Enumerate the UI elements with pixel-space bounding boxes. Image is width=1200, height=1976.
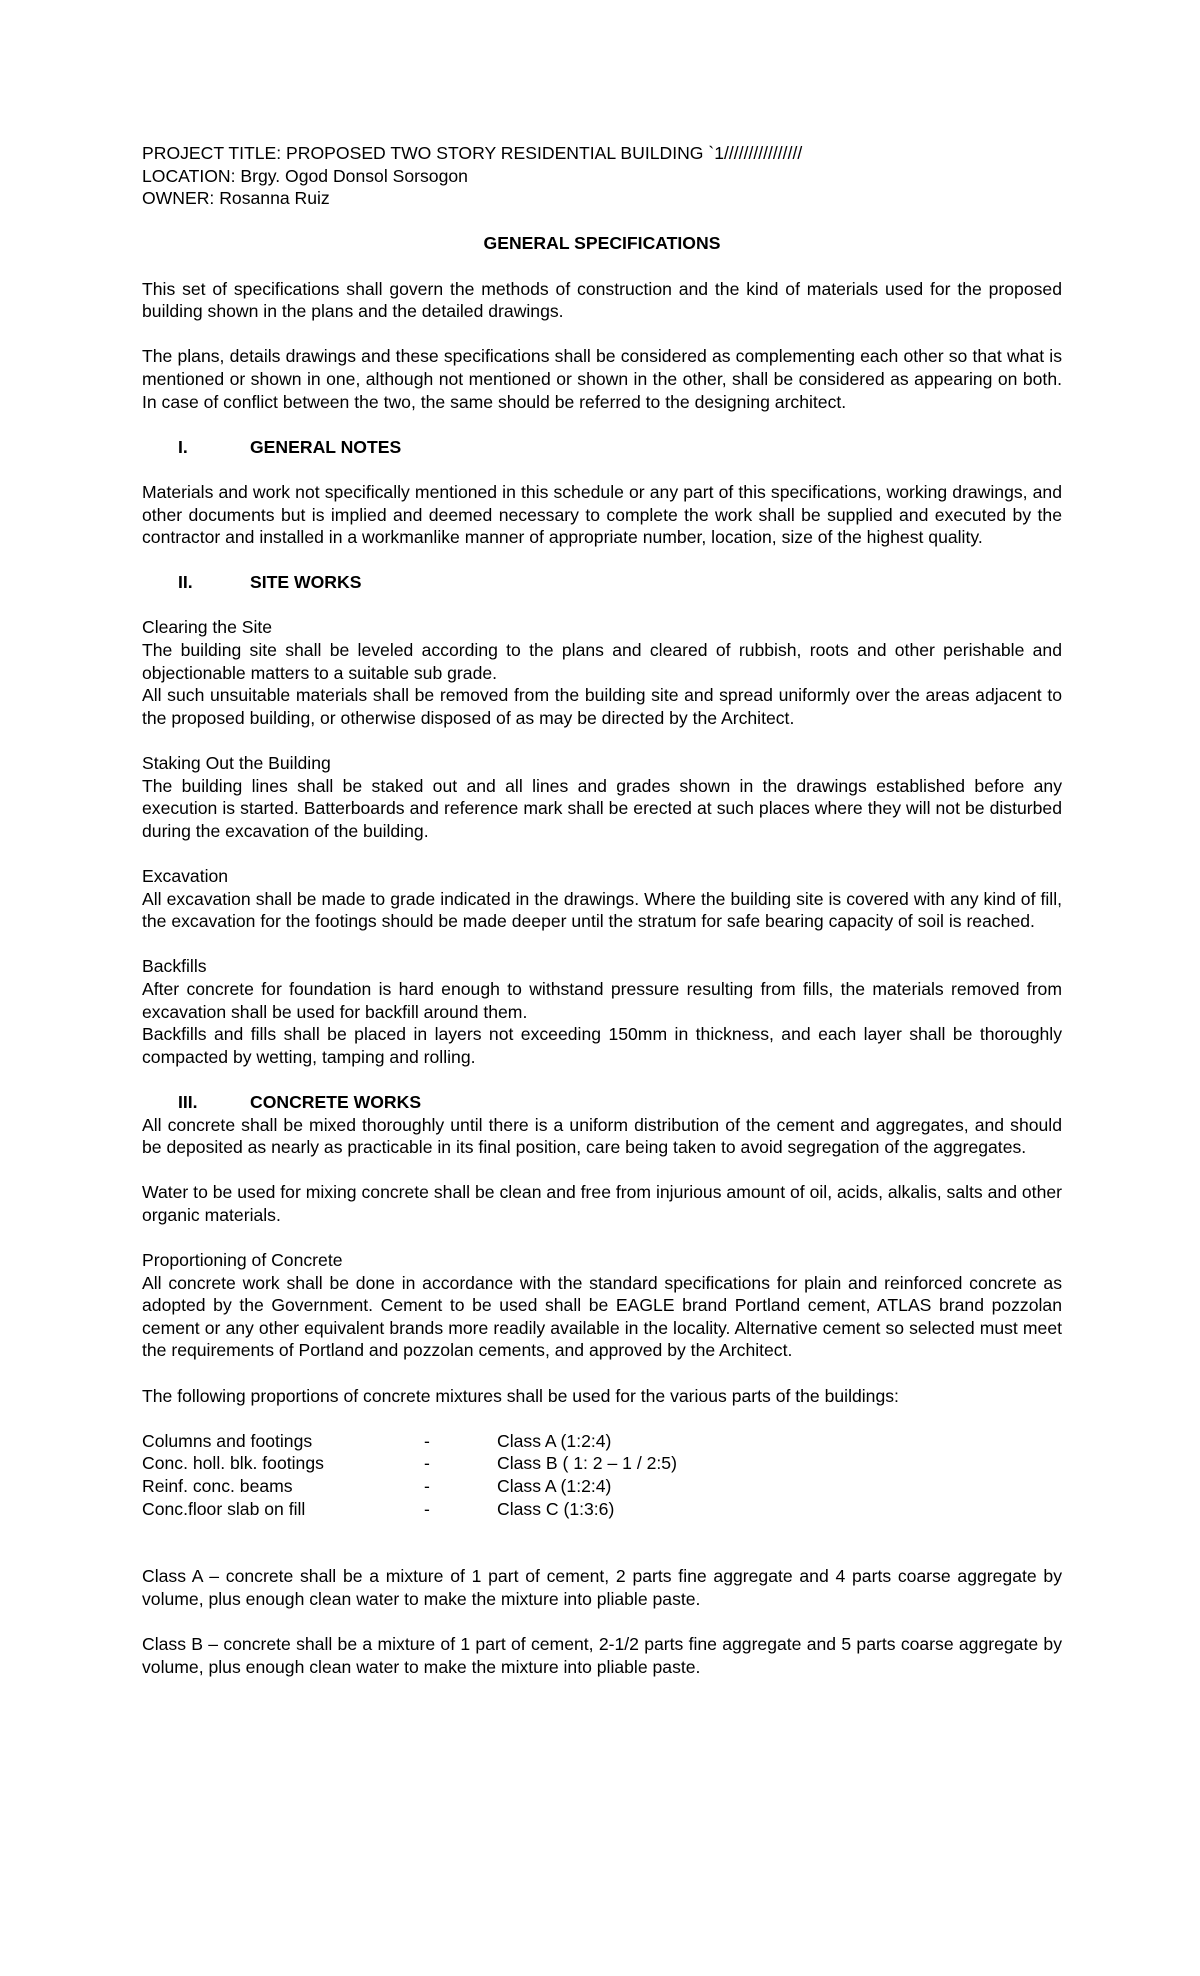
mixture-part: Reinf. conc. beams	[142, 1476, 293, 1497]
project-title: PROJECT TITLE: PROPOSED TWO STORY RESIDENTIAL BUILDING `1////////////////	[142, 143, 803, 163]
class-a-paragraph: Class A – concrete shall be a mixture of 1 part of cement, 2 parts fine aggregate and 4 parts coarse aggregate by volume, plus enough clean water to make the mixture into pliable paste.	[142, 1566, 1062, 1609]
document-page	[142, 142, 1062, 1678]
backfills-paragraph-1: After concrete for foundation is hard enough to withstand pressure resulting from fills, the materials removed from excavation shall be used for backfill around them.	[142, 978, 1062, 1022]
concrete-paragraph-2: Water to be used for mixing concrete shall be clean and free from injurious amount of oil, acids, alkalis, salts and other organic materials.	[142, 1182, 1062, 1225]
table-row	[142, 1475, 677, 1498]
table-row	[142, 1498, 677, 1521]
mixture-part: Columns and footings	[142, 1430, 313, 1451]
clearing-paragraph-2: All such unsuitable materials shall be removed from the building site and spread uniformly over the areas adjacent to the proposed building, or otherwise disposed of as may be directed by the Architect.	[142, 685, 1062, 728]
section-heading-general-notes	[142, 436, 1062, 459]
section-title: SITE WORKS	[250, 572, 362, 593]
mixture-dash: -	[424, 1430, 430, 1451]
subheading-clearing-site: Clearing the Site	[142, 617, 273, 638]
subheading-backfills: Backfills	[142, 956, 207, 977]
mixture-class: Class C (1:3:6)	[497, 1498, 615, 1519]
document-title: GENERAL SPECIFICATIONS	[483, 233, 721, 254]
subheading-excavation: Excavation	[142, 866, 229, 886]
project-owner: OWNER: Rosanna Ruiz	[142, 188, 330, 209]
class-b-paragraph: Class B – concrete shall be a mixture of 1 part of cement, 2-1/2 parts fine aggregate and 5 parts coarse aggregate by volume, plus enough clean water to make the mixture into pliable paste.	[142, 1634, 1062, 1677]
section-number: III.	[178, 1091, 198, 1112]
mixture-part: Conc.floor slab on fill	[142, 1498, 306, 1519]
section-heading-concrete-works	[142, 1091, 1062, 1114]
proportioning-paragraph: All concrete work shall be done in accordance with the standard specifications for plain and reinforced concrete as adopted by the Government. Cement to be used shall be EAGLE brand Portland cement, ATLAS brand pozzolan cement or any other equivalent brands more readily available in the locality. Alternative cement so selected must meet the requirements of Portland and pozzolan cements, and approved by the Architect.	[142, 1272, 1062, 1361]
mixture-class: Class A (1:2:4)	[497, 1430, 612, 1451]
mixture-class: Class B ( 1: 2 – 1 / 2:5)	[497, 1453, 677, 1474]
section-heading-site-works	[142, 571, 1062, 594]
backfills-paragraph-2: Backfills and fills shall be placed in layers not exceeding 150mm in thickness, and each layer shall be thoroughly compacted by wetting, tamping and rolling.	[142, 1024, 1062, 1067]
staking-paragraph: The building lines shall be staked out and all lines and grades shown in the drawings established before any execution is started. Batterboards and reference mark shall be erected at such places where they will not be disturbed during the excavation of the building.	[142, 775, 1062, 841]
mixture-dash: -	[424, 1476, 430, 1497]
concrete-mixture-table	[142, 1430, 677, 1520]
excavation-paragraph: All excavation shall be made to grade indicated in the drawings. Where the building site is covered with any kind of fill, the excavation for the footings should be made deeper until the stratum for safe bearing capacity of soil is reached.	[142, 888, 1062, 932]
clearing-paragraph-1: The building site shall be leveled according to the plans and cleared of rubbish, roots and other perishable and objectionable matters to a suitable sub grade.	[142, 640, 1062, 683]
section-title: GENERAL NOTES	[250, 436, 402, 457]
table-row	[142, 1452, 677, 1475]
table-row	[142, 1430, 677, 1453]
concrete-paragraph-1: All concrete shall be mixed thoroughly until there is a uniform distribution of the cement and aggregates, and should be deposited as nearly as practicable in its final position, care being taken to avoid segregation of the aggregates.	[142, 1114, 1062, 1158]
mixture-dash: -	[424, 1453, 430, 1474]
project-location: LOCATION: Brgy. Ogod Donsol Sorsogon	[142, 165, 468, 186]
intro-paragraph-1: This set of specifications shall govern the methods of construction and the kind of materials used for the proposed building shown in the plans and the detailed drawings.	[142, 278, 1062, 322]
section-title: CONCRETE WORKS	[250, 1091, 422, 1112]
mixture-dash: -	[424, 1498, 430, 1519]
intro-paragraph-2: The plans, details drawings and these specifications shall be considered as complementing each other so that what is mentioned or shown in one, although not mentioned or shown in the other, shall be considered as appearing on both. In case of conflict between the two, the same should be referred to the designing architect.	[142, 346, 1062, 412]
proportions-intro: The following proportions of concrete mixtures shall be used for the various parts of the buildings:	[142, 1385, 899, 1406]
section-number: I.	[178, 436, 188, 457]
subheading-staking: Staking Out the Building	[142, 753, 331, 774]
mixture-class: Class A (1:2:4)	[497, 1476, 612, 1497]
subheading-proportioning: Proportioning of Concrete	[142, 1250, 343, 1271]
general-notes-paragraph: Materials and work not specifically mentioned in this schedule or any part of this specifications, working drawings, and other documents but is implied and deemed necessary to complete the work shall be supplied and executed by the contractor and installed in a workmanlike manner of appropriate number, location, size of the highest quality.	[142, 481, 1062, 548]
section-number: II.	[178, 572, 193, 593]
mixture-part: Conc. holl. blk. footings	[142, 1453, 324, 1474]
